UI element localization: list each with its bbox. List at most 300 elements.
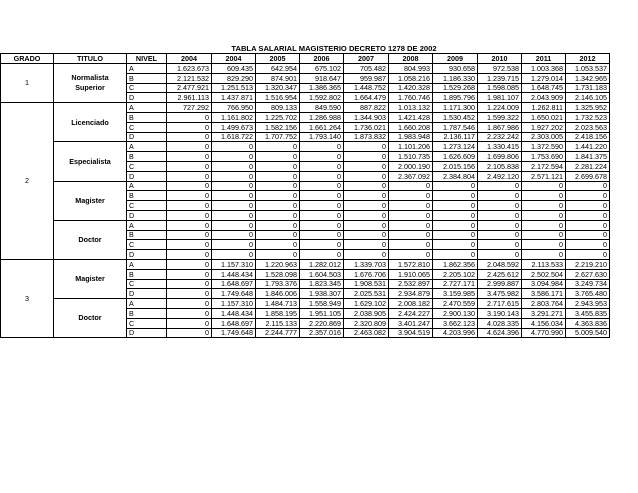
titulo-cell — [54, 142, 127, 181]
column-header: 2004 — [212, 54, 256, 64]
salary-cell: 1.157.310 — [212, 260, 256, 270]
salary-cell: 0 — [212, 211, 256, 221]
nivel-cell: A — [127, 260, 167, 270]
nivel-cell: B — [127, 113, 167, 123]
titulo-label: Normalista — [71, 73, 109, 83]
salary-cell: 2.357.016 — [300, 328, 344, 338]
salary-cell: 2.492.120 — [478, 171, 522, 181]
salary-cell: 1.386.365 — [300, 83, 344, 93]
salary-cell: 1.161.802 — [212, 113, 256, 123]
salary-cell: 0 — [433, 220, 478, 230]
titulo-cell — [54, 220, 127, 259]
titulo-cell — [54, 103, 127, 142]
salary-cell: 0 — [167, 318, 212, 328]
salary-cell: 1.604.503 — [300, 269, 344, 279]
nivel-cell: B — [127, 309, 167, 319]
salary-cell: 1.330.415 — [478, 142, 522, 152]
salary-cell: 0 — [433, 230, 478, 240]
salary-cell: 0 — [389, 211, 433, 221]
salary-cell: 2.384.804 — [433, 171, 478, 181]
salary-cell: 2.146.105 — [566, 93, 610, 103]
salary-cell: 1.660.208 — [389, 122, 433, 132]
salary-cell: 0 — [478, 250, 522, 260]
nivel-cell: A — [127, 220, 167, 230]
salary-cell: 0 — [167, 171, 212, 181]
salary-cell: 1.707.752 — [256, 132, 300, 142]
nivel-cell: C — [127, 240, 167, 250]
salary-cell: 0 — [167, 162, 212, 172]
salary-cell: 0 — [212, 181, 256, 191]
salary-cell: 0 — [566, 201, 610, 211]
salary-cell: 0 — [566, 220, 610, 230]
salary-cell: 0 — [167, 299, 212, 309]
salary-cell: 2.232.242 — [478, 132, 522, 142]
salary-cell: 0 — [167, 191, 212, 201]
salary-cell: 2.367.092 — [389, 171, 433, 181]
salary-cell: 1.225.702 — [256, 113, 300, 123]
salary-cell: 0 — [433, 211, 478, 221]
salary-cell: 0 — [566, 181, 610, 191]
salary-cell: 0 — [522, 201, 566, 211]
salary-cell: 3.455.835 — [566, 309, 610, 319]
salary-cell: 1.239.715 — [478, 73, 522, 83]
salary-cell: 1.003.368 — [522, 64, 566, 74]
salary-cell: 2.121.532 — [167, 73, 212, 83]
salary-cell: 1.676.706 — [344, 269, 389, 279]
salary-cell: 1.927.202 — [522, 122, 566, 132]
salary-cell: 0 — [522, 211, 566, 221]
column-header: 2007 — [344, 54, 389, 64]
salary-cell: 0 — [167, 211, 212, 221]
salary-cell: 0 — [344, 220, 389, 230]
salary-cell: 0 — [212, 240, 256, 250]
salary-cell: 0 — [344, 250, 389, 260]
salary-cell: 2.961.113 — [167, 93, 212, 103]
salary-cell: 0 — [300, 162, 344, 172]
titulo-cell — [54, 64, 127, 103]
salary-cell: 1.437.871 — [212, 93, 256, 103]
salary-cell: 0 — [389, 191, 433, 201]
salary-cell: 1.873.832 — [344, 132, 389, 142]
salary-cell: 930.658 — [433, 64, 478, 74]
salary-cell: 4.028.335 — [478, 318, 522, 328]
nivel-cell: B — [127, 152, 167, 162]
salary-cell: 0 — [389, 250, 433, 260]
titulo-label: Magister — [75, 195, 105, 205]
salary-cell: 1.528.098 — [256, 269, 300, 279]
salary-cell: 1.279.014 — [522, 73, 566, 83]
salary-cell: 2.172.594 — [522, 162, 566, 172]
salary-cell: 2.043.909 — [522, 93, 566, 103]
nivel-cell: C — [127, 122, 167, 132]
nivel-cell: B — [127, 230, 167, 240]
column-header: 2012 — [566, 54, 610, 64]
table-row — [1, 142, 610, 152]
salary-cell: 0 — [256, 211, 300, 221]
salary-cell: 2.115.133 — [256, 318, 300, 328]
nivel-cell: A — [127, 64, 167, 74]
titulo-cell — [54, 181, 127, 220]
salary-cell: 0 — [389, 201, 433, 211]
salary-cell: 0 — [167, 240, 212, 250]
salary-cell: 2.900.130 — [433, 309, 478, 319]
salary-cell: 0 — [566, 211, 610, 221]
salary-cell: 804.993 — [389, 64, 433, 74]
salary-cell: 0 — [212, 250, 256, 260]
salary-cell: 1.736.021 — [344, 122, 389, 132]
salary-cell: 1.862.356 — [433, 260, 478, 270]
salary-cell: 2.320.809 — [344, 318, 389, 328]
grado-cell: 2 — [1, 103, 54, 260]
salary-cell: 1.823.345 — [300, 279, 344, 289]
nivel-cell: D — [127, 171, 167, 181]
salary-cell: 0 — [167, 260, 212, 270]
salary-cell: 1.530.452 — [433, 113, 478, 123]
salary-cell: 2.205.102 — [433, 269, 478, 279]
salary-cell: 3.159.985 — [433, 289, 478, 299]
salary-cell: 2.105.838 — [478, 162, 522, 172]
column-header: 2008 — [389, 54, 433, 64]
salary-cell: 1.983.948 — [389, 132, 433, 142]
salary-cell: 0 — [167, 289, 212, 299]
salary-cell: 1.251.513 — [212, 83, 256, 93]
salary-cell: 0 — [167, 152, 212, 162]
salary-cell: 0 — [522, 220, 566, 230]
salary-cell: 2.502.504 — [522, 269, 566, 279]
salary-cell: 1.339.703 — [344, 260, 389, 270]
salary-cell: 1.648.697 — [212, 318, 256, 328]
nivel-cell: C — [127, 201, 167, 211]
nivel-cell: D — [127, 289, 167, 299]
table-title: TABLA SALARIAL MAGISTERIO DECRETO 1278 DE 2002 — [231, 44, 437, 53]
salary-cell: 0 — [433, 250, 478, 260]
salary-cell: 1.650.021 — [522, 113, 566, 123]
salary-cell: 0 — [433, 240, 478, 250]
salary-cell: 0 — [167, 220, 212, 230]
salary-cell: 1.895.796 — [433, 93, 478, 103]
salary-cell: 2.219.210 — [566, 260, 610, 270]
salary-cell: 918.647 — [300, 73, 344, 83]
salary-cell: 2.463.082 — [344, 328, 389, 338]
salary-cell: 2.999.887 — [478, 279, 522, 289]
salary-cell: 1.760.746 — [389, 93, 433, 103]
salary-cell: 4.363.836 — [566, 318, 610, 328]
salary-cell: 0 — [212, 191, 256, 201]
column-header: 2004 — [167, 54, 212, 64]
salary-cell: 0 — [256, 171, 300, 181]
salary-cell: 1.858.195 — [256, 309, 300, 319]
nivel-cell: B — [127, 269, 167, 279]
salary-cell: 0 — [256, 181, 300, 191]
salary-cell: 2.717.615 — [478, 299, 522, 309]
salary-cell: 0 — [212, 152, 256, 162]
salary-cell: 0 — [212, 220, 256, 230]
salary-cell: 0 — [566, 230, 610, 240]
nivel-cell: C — [127, 318, 167, 328]
salary-cell: 0 — [300, 240, 344, 250]
salary-cell: 0 — [522, 230, 566, 240]
salary-cell: 0 — [344, 171, 389, 181]
salary-cell: 1.484.713 — [256, 299, 300, 309]
table-row — [1, 103, 610, 113]
salary-cell: 1.699.806 — [478, 152, 522, 162]
salary-cell: 0 — [256, 191, 300, 201]
salary-cell: 0 — [300, 230, 344, 240]
salary-cell: 0 — [389, 220, 433, 230]
salary-cell: 3.094.984 — [522, 279, 566, 289]
salary-cell: 1.157.310 — [212, 299, 256, 309]
salary-cell: 0 — [167, 250, 212, 260]
salary-cell: 0 — [300, 142, 344, 152]
salary-cell: 1.325.952 — [566, 103, 610, 113]
nivel-cell: D — [127, 132, 167, 142]
salary-cell: 2.418.156 — [566, 132, 610, 142]
salary-cell: 0 — [167, 113, 212, 123]
salary-cell: 0 — [167, 230, 212, 240]
salary-cell: 1.582.156 — [256, 122, 300, 132]
salary-cell: 3.291.271 — [522, 309, 566, 319]
salary-cell: 0 — [300, 152, 344, 162]
salary-cell: 0 — [256, 250, 300, 260]
salary-cell: 2.136.117 — [433, 132, 478, 142]
salary-cell: 3.475.982 — [478, 289, 522, 299]
salary-cell: 0 — [389, 181, 433, 191]
salary-cell: 0 — [344, 191, 389, 201]
nivel-cell: A — [127, 181, 167, 191]
grado-cell: 3 — [1, 260, 54, 338]
salary-cell: 2.934.879 — [389, 289, 433, 299]
column-header: TITULO — [54, 54, 127, 64]
salary-cell: 1.572.810 — [389, 260, 433, 270]
salary-cell: 4.624.396 — [478, 328, 522, 338]
salary-cell: 2.000.190 — [389, 162, 433, 172]
salary-cell: 1.938.307 — [300, 289, 344, 299]
salary-cell: 0 — [522, 181, 566, 191]
salary-cell: 0 — [300, 201, 344, 211]
salary-cell: 0 — [522, 191, 566, 201]
salary-cell: 0 — [212, 230, 256, 240]
titulo-label: Especialista — [69, 156, 111, 166]
salary-cell: 1.629.102 — [344, 299, 389, 309]
salary-cell: 2.220.869 — [300, 318, 344, 328]
salary-cell: 2.048.592 — [478, 260, 522, 270]
salary-cell: 0 — [344, 230, 389, 240]
salary-cell: 0 — [344, 240, 389, 250]
salary-cell: 0 — [344, 142, 389, 152]
salary-cell: 1.732.523 — [566, 113, 610, 123]
salary-cell: 0 — [167, 309, 212, 319]
salary-cell: 0 — [212, 162, 256, 172]
salary-cell: 0 — [433, 201, 478, 211]
salary-cell: 3.904.519 — [389, 328, 433, 338]
column-header: 2005 — [256, 54, 300, 64]
salary-cell: 1.220.963 — [256, 260, 300, 270]
salary-cell: 1.598.085 — [478, 83, 522, 93]
nivel-cell: A — [127, 299, 167, 309]
salary-cell: 1.661.264 — [300, 122, 344, 132]
header-row — [1, 54, 610, 64]
salary-cell: 675.102 — [300, 64, 344, 74]
salary-cell: 0 — [478, 191, 522, 201]
salary-cell: 1.053.537 — [566, 64, 610, 74]
nivel-cell: B — [127, 191, 167, 201]
salary-cell: 1.013.132 — [389, 103, 433, 113]
salary-cell: 0 — [256, 142, 300, 152]
salary-cell: 1.592.802 — [300, 93, 344, 103]
salary-cell: 0 — [522, 250, 566, 260]
titulo-label: Doctor — [78, 235, 102, 245]
salary-cell: 2.424.227 — [389, 309, 433, 319]
salary-cell: 1.499.673 — [212, 122, 256, 132]
salary-cell: 1.058.216 — [389, 73, 433, 83]
salary-cell: 0 — [478, 220, 522, 230]
salary-cell: 0 — [478, 230, 522, 240]
salary-cell: 3.190.143 — [478, 309, 522, 319]
salary-cell: 1.529.268 — [433, 83, 478, 93]
salary-cell: 0 — [566, 250, 610, 260]
salary-cell: 1.599.322 — [478, 113, 522, 123]
salary-cell: 1.342.965 — [566, 73, 610, 83]
salary-cell: 1.273.124 — [433, 142, 478, 152]
salary-cell: 1.101.206 — [389, 142, 433, 152]
salary-cell: 0 — [256, 162, 300, 172]
salary-cell: 0 — [344, 162, 389, 172]
salary-cell: 0 — [167, 142, 212, 152]
salary-cell: 0 — [167, 279, 212, 289]
table-row — [1, 260, 610, 270]
salary-cell: 2.281.224 — [566, 162, 610, 172]
table-row — [1, 181, 610, 191]
titulo-label: Doctor — [78, 313, 102, 323]
salary-cell: 1.448.752 — [344, 83, 389, 93]
salary-cell: 0 — [167, 132, 212, 142]
salary-cell: 959.987 — [344, 73, 389, 83]
salary-cell: 727.292 — [167, 103, 212, 113]
salary-cell: 2.425.612 — [478, 269, 522, 279]
salary-spreadsheet — [0, 44, 610, 338]
salary-cell: 1.787.546 — [433, 122, 478, 132]
salary-cell: 2.532.897 — [389, 279, 433, 289]
salary-cell: 2.244.777 — [256, 328, 300, 338]
salary-cell: 2.727.171 — [433, 279, 478, 289]
column-header: 2009 — [433, 54, 478, 64]
salary-cell: 1.441.220 — [566, 142, 610, 152]
salary-cell: 0 — [212, 201, 256, 211]
titulo-cell — [54, 299, 127, 338]
nivel-cell: D — [127, 93, 167, 103]
salary-cell: 0 — [300, 211, 344, 221]
table-row — [1, 64, 610, 74]
salary-cell: 1.320.347 — [256, 83, 300, 93]
titulo-label: Licenciado — [71, 117, 109, 127]
salary-cell: 1.286.988 — [300, 113, 344, 123]
salary-cell: 0 — [478, 201, 522, 211]
grado-cell: 1 — [1, 64, 54, 103]
salary-cell: 2.303.005 — [522, 132, 566, 142]
titulo-cell — [54, 260, 127, 299]
salary-cell: 0 — [344, 201, 389, 211]
salary-cell: 1.516.954 — [256, 93, 300, 103]
salary-table — [0, 44, 610, 338]
nivel-cell: A — [127, 103, 167, 113]
salary-cell: 1.448.434 — [212, 269, 256, 279]
salary-cell: 0 — [300, 250, 344, 260]
salary-cell: 0 — [212, 171, 256, 181]
salary-cell: 1.867.986 — [478, 122, 522, 132]
salary-cell: 0 — [300, 181, 344, 191]
salary-cell: 2.477.921 — [167, 83, 212, 93]
salary-cell: 3.249.734 — [566, 279, 610, 289]
salary-cell: 0 — [344, 211, 389, 221]
nivel-cell: C — [127, 279, 167, 289]
salary-cell: 0 — [256, 240, 300, 250]
nivel-cell: C — [127, 83, 167, 93]
salary-cell: 1.372.590 — [522, 142, 566, 152]
salary-cell: 609.435 — [212, 64, 256, 74]
salary-cell: 1.282.012 — [300, 260, 344, 270]
salary-cell: 809.133 — [256, 103, 300, 113]
table-row — [1, 220, 610, 230]
salary-cell: 0 — [167, 122, 212, 132]
titulo-label: Magister — [75, 274, 105, 284]
salary-cell: 0 — [167, 201, 212, 211]
salary-cell: 1.618.722 — [212, 132, 256, 142]
salary-cell: 1.910.065 — [389, 269, 433, 279]
salary-cell: 0 — [167, 181, 212, 191]
salary-cell: 3.586.171 — [522, 289, 566, 299]
salary-cell: 2.699.678 — [566, 171, 610, 181]
salary-cell: 0 — [433, 191, 478, 201]
salary-cell: 0 — [478, 211, 522, 221]
salary-cell: 4.770.990 — [522, 328, 566, 338]
salary-cell: 1.753.690 — [522, 152, 566, 162]
salary-cell: 874.901 — [256, 73, 300, 83]
salary-cell: 972.538 — [478, 64, 522, 74]
nivel-cell: D — [127, 211, 167, 221]
salary-cell: 2.008.182 — [389, 299, 433, 309]
salary-cell: 0 — [344, 181, 389, 191]
salary-cell: 2.038.905 — [344, 309, 389, 319]
salary-cell: 2.571.121 — [522, 171, 566, 181]
salary-cell: 2.803.764 — [522, 299, 566, 309]
salary-cell: 0 — [212, 142, 256, 152]
salary-cell: 0 — [256, 201, 300, 211]
salary-cell: 705.482 — [344, 64, 389, 74]
column-header: 2010 — [478, 54, 522, 64]
salary-cell: 1.448.434 — [212, 309, 256, 319]
titulo-label: Superior — [75, 83, 105, 93]
salary-cell: 1.648.697 — [212, 279, 256, 289]
salary-cell: 1.664.479 — [344, 93, 389, 103]
table-row — [1, 299, 610, 309]
salary-cell: 2.943.953 — [566, 299, 610, 309]
salary-cell: 3.765.480 — [566, 289, 610, 299]
salary-cell: 1.793.376 — [256, 279, 300, 289]
salary-cell: 1.510.735 — [389, 152, 433, 162]
salary-cell: 1.749.648 — [212, 289, 256, 299]
salary-cell: 4.203.996 — [433, 328, 478, 338]
salary-cell: 1.951.105 — [300, 309, 344, 319]
salary-cell: 0 — [389, 240, 433, 250]
salary-cell: 1.793.140 — [300, 132, 344, 142]
salary-cell: 2.470.559 — [433, 299, 478, 309]
salary-cell: 1.846.006 — [256, 289, 300, 299]
salary-cell: 1.186.330 — [433, 73, 478, 83]
salary-cell: 0 — [256, 152, 300, 162]
salary-cell: 1.344.903 — [344, 113, 389, 123]
column-header: GRADO — [1, 54, 54, 64]
salary-cell: 1.171.300 — [433, 103, 478, 113]
